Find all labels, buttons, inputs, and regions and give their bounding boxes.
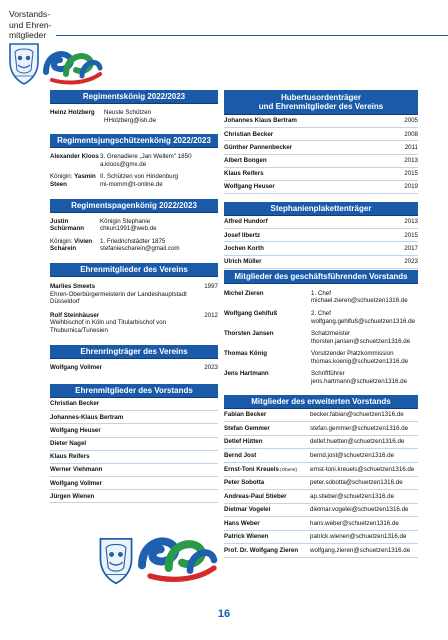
person-detail bbox=[104, 109, 218, 124]
year: 2008 bbox=[404, 130, 418, 138]
year: 2017 bbox=[404, 244, 418, 252]
person-name bbox=[224, 520, 310, 528]
list-item bbox=[224, 128, 418, 141]
list-item bbox=[224, 477, 418, 491]
name-prefix: Königin: bbox=[50, 237, 75, 245]
board-honorary-list bbox=[50, 398, 218, 503]
stephanien-list bbox=[224, 216, 418, 269]
header-rule bbox=[56, 35, 448, 36]
email-text: bernd.jost@schuetzen1316.de bbox=[310, 451, 395, 459]
list-item bbox=[224, 310, 418, 325]
jungschuetzen-entry bbox=[50, 153, 218, 168]
email-text: patrick.wienen@schuetzen1316.de bbox=[310, 533, 407, 541]
person-name: Wolfgang Vollmer bbox=[50, 363, 103, 371]
koenig-entry bbox=[50, 109, 218, 124]
section-heading: Mitglieder des erweiterten Vorstands bbox=[224, 395, 418, 409]
person-name: Christian Becker bbox=[224, 130, 274, 138]
coat-of-arms-icon bbox=[6, 40, 42, 86]
list-item bbox=[224, 181, 418, 194]
right-column bbox=[224, 90, 418, 558]
name-text: Justin Schürmann bbox=[50, 217, 85, 233]
person-detail bbox=[100, 153, 218, 168]
name-text: Bernd Jost bbox=[224, 451, 257, 459]
person-description: Weihbischof in Köln und Titularbischof von Thuburnica/Tunesien bbox=[50, 319, 167, 334]
name-text: Peter Sobotta bbox=[224, 479, 265, 487]
email-text: becker.fabian@schuetzen1316.de bbox=[310, 411, 404, 419]
person-detail bbox=[311, 310, 415, 325]
name-prefix: Königin: bbox=[50, 173, 75, 181]
name-text: Detlef Hütten bbox=[224, 438, 263, 446]
person-detail bbox=[311, 370, 407, 385]
section-heading bbox=[224, 90, 418, 115]
list-item bbox=[224, 544, 418, 558]
person-name: Josef Ilbertz bbox=[224, 231, 261, 239]
honorary-member-entry bbox=[50, 312, 218, 335]
detail-line: 1. Chef bbox=[311, 289, 331, 297]
list-item bbox=[224, 422, 418, 436]
year: 2013 bbox=[404, 218, 418, 226]
person-name: Rolf Steinhäuser bbox=[50, 311, 100, 319]
person-name bbox=[224, 479, 310, 487]
list-item: Wolfgang Vollmer bbox=[50, 477, 218, 490]
detail-line: wolfgang.gehlfuß@schuetzen1316.de bbox=[311, 317, 415, 325]
person-name: Heinz Holzberg bbox=[50, 109, 95, 116]
section-heading: Regimentskönig 2022/2023 bbox=[50, 90, 218, 104]
year: 1997 bbox=[204, 282, 218, 290]
name-text: Dietmar Vogelei bbox=[224, 506, 271, 514]
person-detail bbox=[311, 290, 408, 305]
name-text: Hans Weber bbox=[224, 519, 260, 527]
person-description: Ehren-Oberbürgermeisterin der Landeshauptstadt Düsseldorf bbox=[50, 290, 187, 306]
heading-line: Hubertusordenträger bbox=[280, 93, 361, 102]
coat-of-arms-icon bbox=[96, 534, 136, 586]
person-name bbox=[224, 506, 310, 514]
name-text: Vivien Scharein bbox=[50, 237, 93, 253]
detail-line: Neuste Schützen bbox=[104, 109, 152, 116]
person-name bbox=[224, 438, 310, 446]
name-text: Andreas-Paul Stieber bbox=[224, 492, 287, 500]
list-item: Klaus Reifers bbox=[50, 451, 218, 464]
hubertus-list bbox=[224, 115, 418, 194]
detail-line: Königin Stephanie bbox=[100, 217, 151, 225]
detail-line: HHolzberg@ish.de bbox=[104, 116, 157, 124]
person-name bbox=[50, 173, 100, 188]
year: 2015 bbox=[404, 231, 418, 239]
list-item: Wolfgang Heuser bbox=[50, 424, 218, 437]
section-heading: Mitglieder des geschäftsführenden Vorstands bbox=[224, 270, 418, 284]
year: 2023 bbox=[404, 257, 418, 265]
list-item bbox=[224, 141, 418, 154]
detail-line: II. Schützen von Hindenburg bbox=[100, 173, 179, 181]
person-name: Alfred Hundorf bbox=[224, 218, 268, 226]
detail-line: michael.zieren@schuetzen1316.de bbox=[311, 297, 408, 305]
email-text: stefan.gemmer@schuetzen1316.de bbox=[310, 424, 409, 432]
detail-line: mi-momm@t-online.de bbox=[100, 180, 163, 188]
person-name: Thomas König bbox=[224, 350, 267, 358]
rank-note: (Oberst) bbox=[278, 466, 298, 472]
list-item bbox=[224, 490, 418, 504]
person-name bbox=[224, 425, 310, 433]
pagen-entry bbox=[50, 218, 218, 233]
pagen-entry bbox=[50, 238, 218, 253]
person-detail bbox=[311, 330, 410, 345]
jungschuetzen-entry bbox=[50, 173, 218, 188]
year: 2015 bbox=[404, 170, 418, 178]
list-item bbox=[224, 350, 418, 365]
name-text: Yasmin Steen bbox=[50, 173, 96, 188]
list-item bbox=[224, 436, 418, 450]
list-item bbox=[224, 330, 418, 345]
email-text: wolfgang.zieren@schuetzen1316.de bbox=[310, 547, 411, 555]
list-item bbox=[224, 242, 418, 255]
left-column bbox=[50, 90, 218, 503]
person-detail bbox=[311, 350, 408, 365]
person-name bbox=[224, 493, 310, 501]
section-heading: Regimentsjungschützenkönig 2022/2023 bbox=[50, 134, 218, 148]
list-item: Johannes-Klaus Bertram bbox=[50, 411, 218, 424]
list-item bbox=[224, 504, 418, 518]
list-item: Jürgen Wienen bbox=[50, 490, 218, 503]
list-item bbox=[224, 229, 418, 242]
person-name: Wolfgang Gehlfuß bbox=[224, 309, 278, 317]
year: 2013 bbox=[404, 156, 418, 164]
person-name bbox=[224, 411, 310, 419]
person-name: Ulrich Müller bbox=[224, 257, 262, 265]
detail-line: 2. Chef bbox=[311, 309, 331, 317]
list-item bbox=[224, 370, 418, 385]
person-name: Jens Hartmann bbox=[224, 370, 269, 378]
executive-board-list bbox=[224, 290, 418, 386]
person-name bbox=[50, 218, 100, 233]
detail-line: stefaniescharein@gmail.com bbox=[100, 245, 180, 253]
person-name: Thorsten Jansen bbox=[224, 330, 274, 338]
detail-line: Schatzmeister bbox=[311, 330, 351, 338]
section-heading: Ehrenmitglieder des Vorstands bbox=[50, 384, 218, 398]
extended-board-list bbox=[224, 409, 418, 558]
person-name bbox=[224, 466, 310, 474]
email-text: ap.stieber@schuetzen1316.de bbox=[310, 492, 395, 500]
sidebar-title-line: mitglieder bbox=[9, 30, 47, 41]
section-heading: Stephanienplakettenträger bbox=[224, 202, 418, 216]
section-heading: Regimentspagenkönig 2022/2023 bbox=[50, 199, 218, 213]
person-name bbox=[224, 547, 310, 555]
detail-line: jens.hartmann@schuetzen1316.de bbox=[311, 378, 408, 386]
list-item bbox=[224, 449, 418, 463]
person-name: Michel Zieren bbox=[224, 289, 264, 297]
person-detail bbox=[100, 173, 218, 188]
person-name: Wolfgang Heuser bbox=[224, 183, 275, 191]
club-logo-icon bbox=[136, 528, 220, 584]
person-name: Jochen Korth bbox=[224, 244, 264, 252]
list-item: Christian Becker bbox=[50, 398, 218, 411]
list-item: Werner Viehmann bbox=[50, 464, 218, 477]
list-item bbox=[224, 155, 418, 168]
list-item bbox=[224, 290, 418, 305]
detail-line: 1. Friedrichstädter 1875 bbox=[100, 237, 166, 245]
list-item: Dieter Nagel bbox=[50, 438, 218, 451]
name-text: Patrick Wienen bbox=[224, 533, 269, 541]
list-item bbox=[224, 115, 418, 128]
detail-line: thorsten.jansen@schuetzen1316.de bbox=[311, 337, 411, 345]
email-text: ernst-toni.kreuels@schuetzen1316.de bbox=[310, 465, 415, 473]
sidebar-title bbox=[9, 9, 67, 41]
person-name: Albert Bongen bbox=[224, 156, 267, 164]
person-name bbox=[50, 153, 100, 168]
year: 2019 bbox=[404, 183, 418, 191]
section-heading: Ehrenmitglieder des Vereins bbox=[50, 263, 218, 277]
detail-line: 3. Grenadiere „Jan Wellem" 1850 bbox=[100, 153, 192, 161]
email-text: dietmar.vogelei@schuetzen1316.de bbox=[310, 506, 409, 514]
heading-line: und Ehrenmitglieder des Vereins bbox=[258, 102, 384, 111]
club-logo-icon bbox=[42, 44, 104, 86]
name-text: Alexander Kloos bbox=[50, 153, 99, 161]
person-name: Johannes Klaus Bertram bbox=[224, 117, 297, 125]
honorary-member-entry bbox=[50, 283, 218, 306]
detail-line: chkun1991@web.de bbox=[100, 225, 157, 233]
email-text: peter.sobotta@schuetzen1316.de bbox=[310, 479, 403, 487]
person-name bbox=[224, 533, 310, 541]
person-name bbox=[224, 452, 310, 460]
page-number: 16 bbox=[217, 608, 231, 620]
section-heading: Ehrenringträger des Vereins bbox=[50, 345, 218, 359]
name-text: Fabian Becker bbox=[224, 411, 267, 419]
person-name: Günther Pannenbecker bbox=[224, 143, 293, 151]
list-item bbox=[224, 256, 418, 269]
list-item bbox=[224, 168, 418, 181]
person-name: Marlies Smeets bbox=[50, 282, 96, 290]
list-item bbox=[224, 216, 418, 229]
name-text: Ernst-Toni Kreuels bbox=[224, 465, 279, 473]
year: 2012 bbox=[204, 311, 218, 319]
list-item bbox=[224, 409, 418, 423]
list-item bbox=[224, 531, 418, 545]
person-name: Klaus Reifers bbox=[224, 170, 264, 178]
detail-line: thomas.koenig@schuetzen1316.de bbox=[311, 357, 409, 365]
detail-line: a.kloos@gmx.de bbox=[100, 160, 147, 168]
person-detail bbox=[100, 238, 218, 253]
person-name bbox=[50, 238, 100, 253]
list-item bbox=[224, 517, 418, 531]
detail-line: Schriftführer bbox=[311, 370, 345, 378]
name-text: Stefan Gemmer bbox=[224, 424, 270, 432]
email-text: hans.weber@schuetzen1316.de bbox=[310, 519, 399, 527]
person-detail bbox=[100, 218, 218, 233]
year: 2005 bbox=[404, 117, 418, 125]
year: 2023 bbox=[204, 363, 218, 371]
detail-line: Vorsitzender Platzkommission bbox=[311, 350, 394, 358]
sidebar-title-line: und Ehren- bbox=[9, 19, 52, 30]
ring-holder-entry bbox=[50, 364, 218, 372]
email-text: detlef.huetten@schuetzen1316.de bbox=[310, 438, 405, 446]
sidebar-title-line: Vorstands- bbox=[9, 9, 51, 19]
name-text: Prof. Dr. Wolfgang Zieren bbox=[224, 547, 299, 555]
year: 2011 bbox=[404, 143, 418, 151]
list-item bbox=[224, 463, 418, 477]
